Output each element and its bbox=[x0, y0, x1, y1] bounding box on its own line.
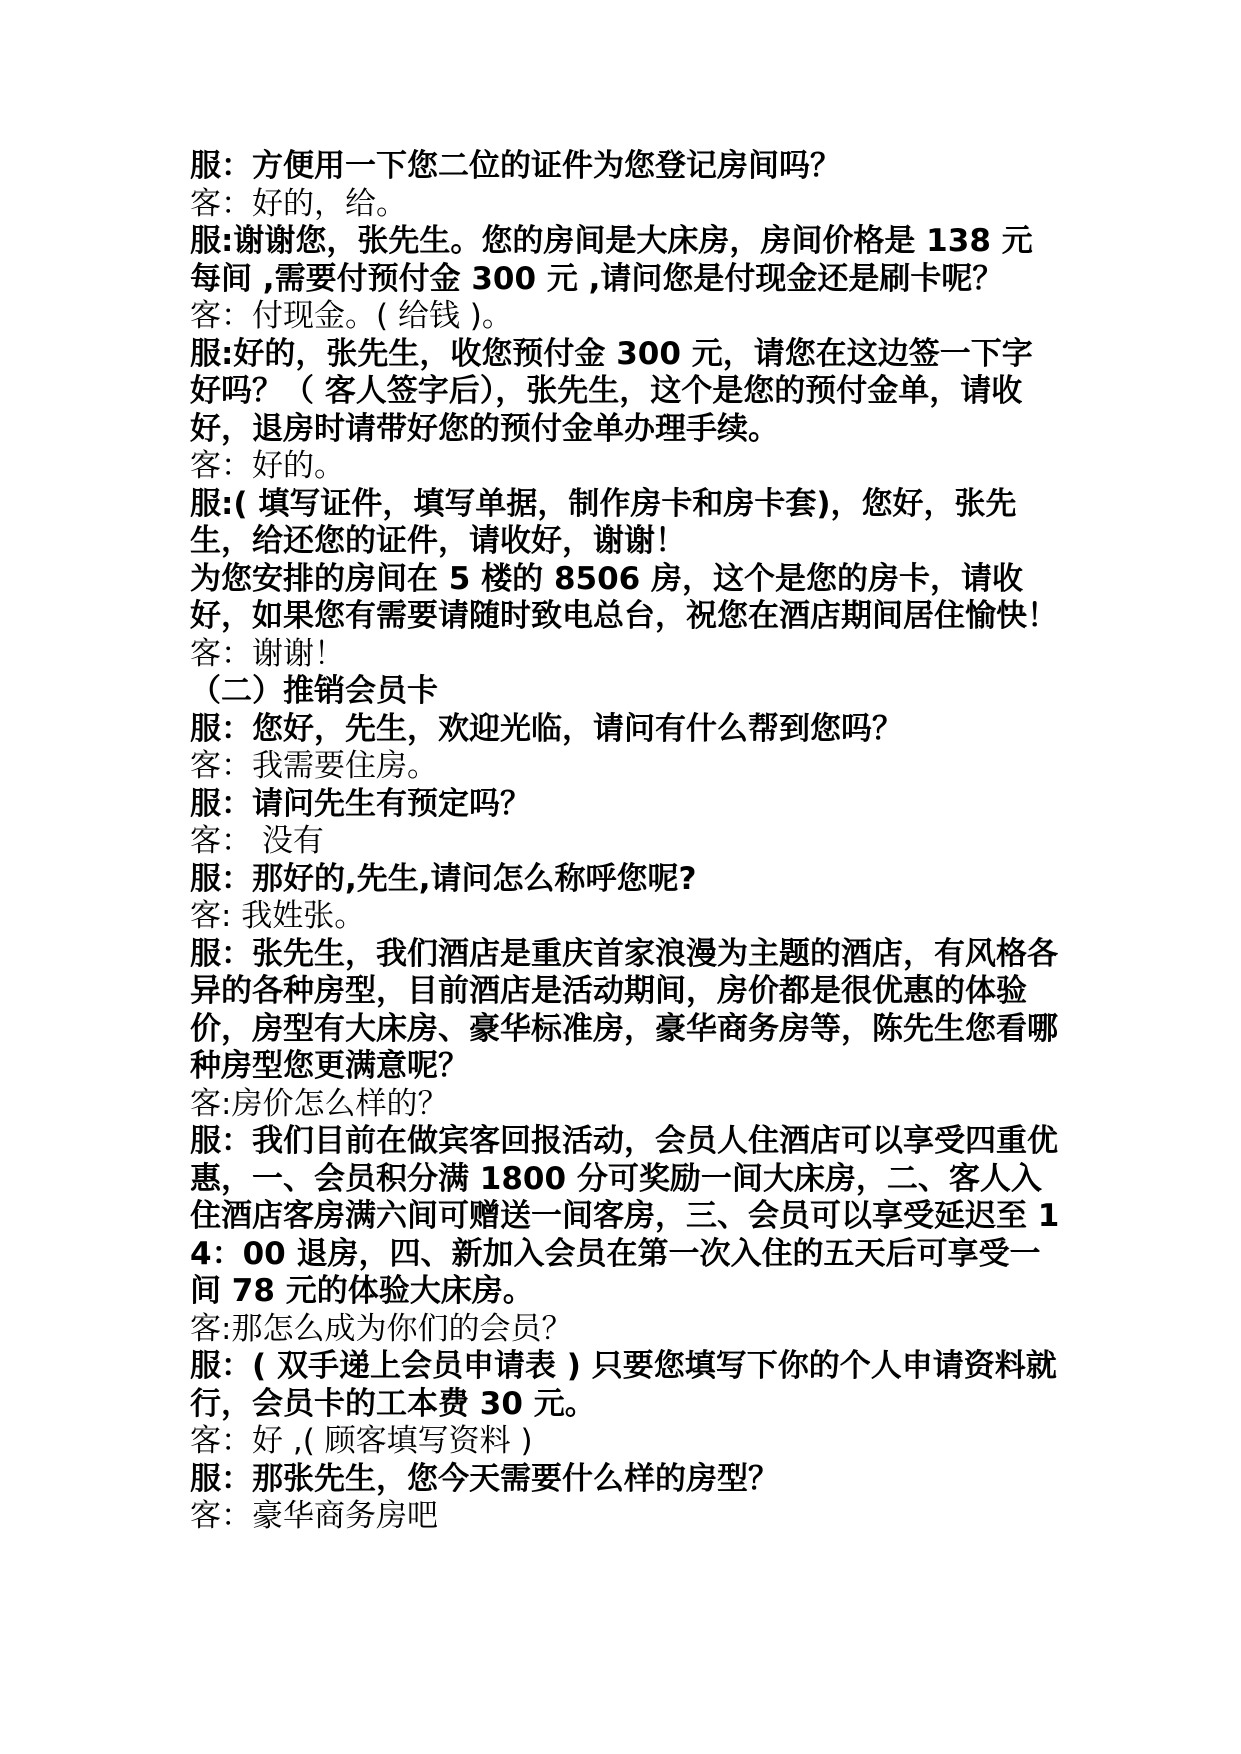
dialogue-line-service: 服：我们目前在做宾客回报活动，会员人住酒店可以享受四重优惠，一、会员积分满 1800 分可奖励一间大床房，二、客人入住酒店客房满六间可赠送一间客房，三、会员可以享受延迟至 14：00 退房，四、新加入会员在第一次入住的五天后可享受一间 78 元的体验大床房。 bbox=[190, 1123, 1060, 1309]
dialogue-line-customer: 客:那怎么成为你们的会员？ bbox=[190, 1310, 573, 1347]
dialogue-line-customer: 客: 我姓张。 bbox=[190, 898, 366, 934]
dialogue-line-customer: 客:房价怎么样的？ bbox=[190, 1085, 449, 1122]
dialogue-line-customer: 客：豪华商务房吧 bbox=[190, 1498, 438, 1534]
dialogue-line-service: 服：那张先生，您今天需要什么样的房型？ bbox=[190, 1460, 779, 1497]
dialogue-line-customer: 客：付现金。( 给钱 )。 bbox=[190, 298, 513, 334]
dialogue-line-service: 服：那好的,先生,请问怎么称呼您呢? bbox=[190, 860, 697, 897]
dialogue-line-service: 服:谢谢您，张先生。您的房间是大床房，房间价格是 138 元每间 ,需要付预付金 300 元 ,请问您是付现金还是刷卡呢？ bbox=[190, 223, 1033, 297]
dialogue-line-service: 服：张先生，我们酒店是重庆首家浪漫为主题的酒店，有风格各异的各种房型，目前酒店是活动期间，房价都是很优惠的体验价，房型有大床房、豪华标准房，豪华商务房等，陈先生您看哪种房型您更满意呢？ bbox=[190, 935, 1058, 1084]
section-heading: （二）推销会员卡 bbox=[190, 673, 438, 709]
dialogue-line-customer: 客：谢谢！ bbox=[190, 635, 345, 672]
dialogue-line-service: 服：方便用一下您二位的证件为您登记房间吗？ bbox=[190, 148, 841, 184]
dialogue-line-customer: 客：好的。 bbox=[190, 448, 345, 484]
dialogue-line-service: 服:好的，张先生，收您预付金 300 元，请您在这边签一下字好吗？（ 客人签字后），张先生，这个是您的预付金单，请收好，退房时请带好您的预付金单办理手续。 bbox=[190, 335, 1033, 447]
dialogue-line-service: 为您安排的房间在 5 楼的 8506 房，这个是您的房卡，请收好，如果您有需要请随时致电总台，祝您在酒店期间居住愉快！ bbox=[190, 560, 1058, 634]
dialogue-line-service: 服：请问先生有预定吗？ bbox=[190, 785, 531, 822]
dialogue-line-customer: 客：好的，给。 bbox=[190, 185, 407, 222]
dialogue-line-service: 服:( 填写证件，填写单据，制作房卡和房卡套)，您好，张先生，给还您的证件，请收好，谢谢！ bbox=[190, 485, 1017, 559]
dialogue-line-service: 服：( 双手递上会员申请表 ) 只要您填写下你的个人申请资料就行，会员卡的工本费 30 元。 bbox=[190, 1348, 1057, 1422]
dialogue-line-customer: 客：我需要住房。 bbox=[190, 748, 438, 784]
dialogue-line-customer: 客：好 ,( 顾客填写资料 ) bbox=[190, 1423, 533, 1459]
document-page bbox=[190, 148, 1060, 1536]
dialogue-line-customer: 客： 没有 bbox=[190, 823, 324, 859]
dialogue-line-service: 服：您好，先生，欢迎光临，请问有什么帮到您吗？ bbox=[190, 710, 903, 747]
